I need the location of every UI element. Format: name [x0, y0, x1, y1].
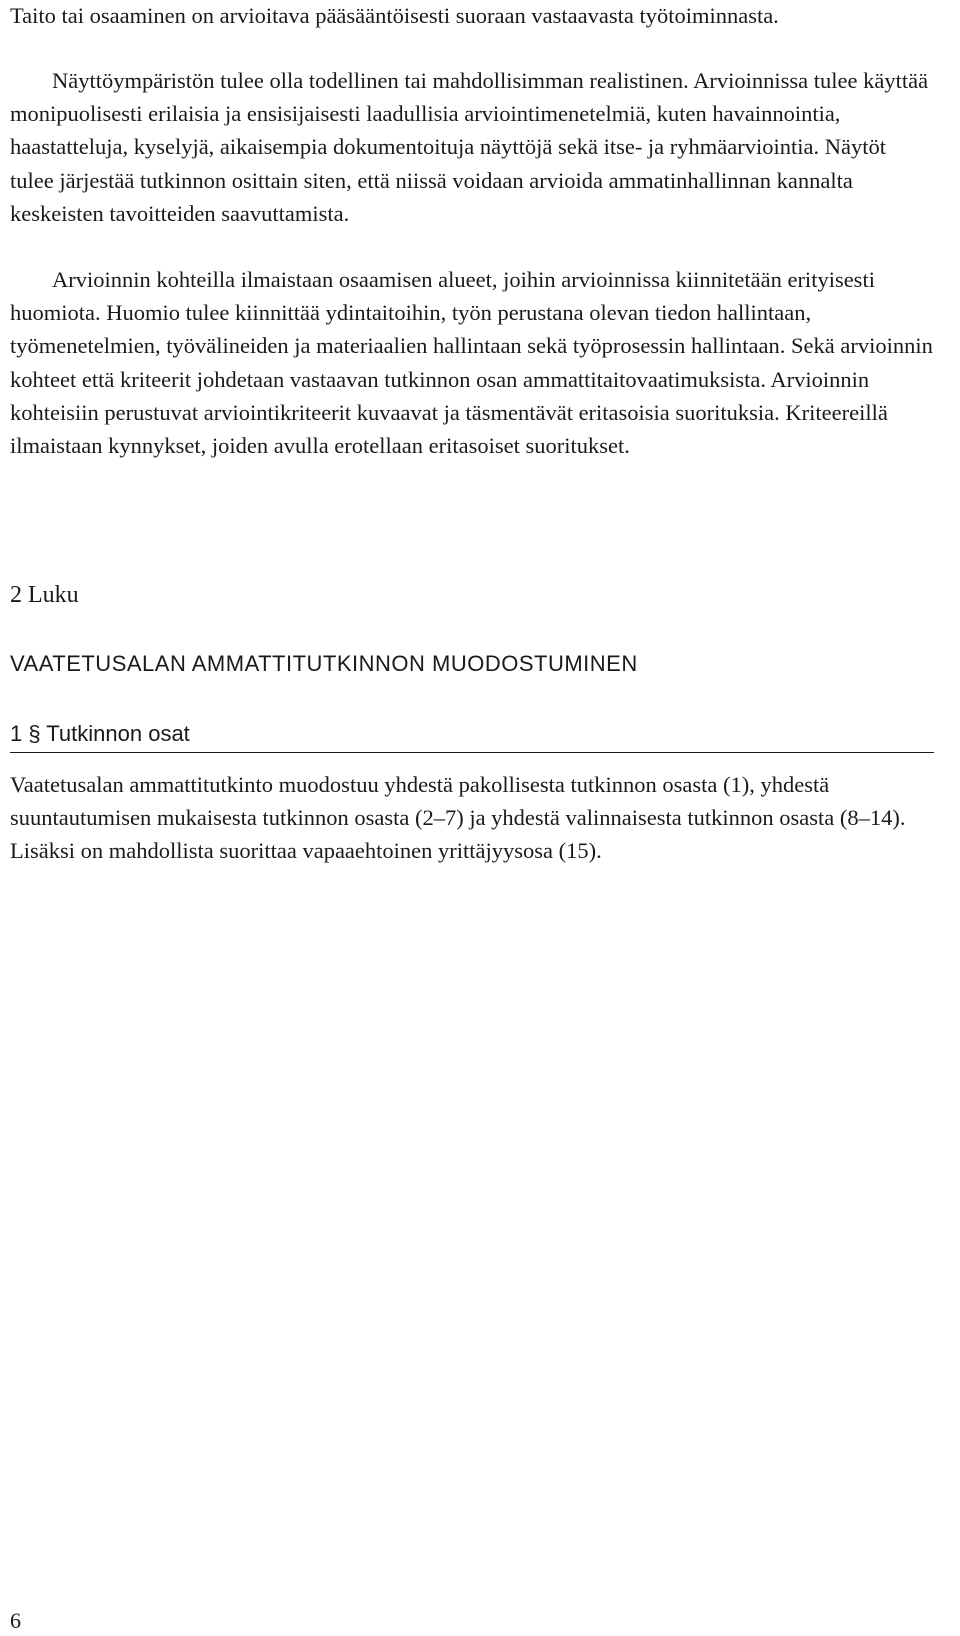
paragraph-assessment-basis: Taito tai osaaminen on arvioitava pääsääntöisesti suoraan vastaavasta työtoiminnasta. [10, 3, 779, 28]
chapter-title: 2 Luku [10, 582, 79, 608]
main-heading: VAATETUSALAN AMMATTITUTKINNON MUODOSTUMINEN [10, 651, 638, 676]
page-number: 6 [10, 1608, 21, 1633]
paragraph-demonstration-environment: Näyttöympäristön tulee olla todellinen tai mahdollisimman realistinen. Arvioinnissa tulee käyttää monipuolisesti erilaisia ja ensisijaisesti laadullisia arviointimenetelmiä, kuten havainnointia, haastatteluja, kyselyjä, aikaisempia dokumentoituja näyttöjä sekä itse- ja ryhmäarviointia. Näytöt tulee järjestää tutkinnon osittain siten, että niissä voidaan arvioida ammatinhallinnan kannalta keskeisten tavoitteiden saavuttamista. [10, 68, 929, 226]
section-heading: 1 § Tutkinnon osat [10, 720, 934, 753]
paragraph-qualification-structure: Vaatetusalan ammattitutkinto muodostuu yhdestä pakollisesta tutkinnon osasta (1), yhdestä suuntautumisen mukaisesta tutkinnon osasta (2–7) ja yhdestä valinnaisesta tutkinnon osasta (8–14). Lisäksi on mahdollista suorittaa vapaaehtoinen yrittäjyysosa (15). [10, 772, 906, 864]
paragraph-assessment-targets: Arvioinnin kohteilla ilmaistaan osaamisen alueet, joihin arvioinnissa kiinnitetään erityisesti huomiota. Huomio tulee kiinnittää ydintaitoihin, työn perustana olevan tiedon hallintaan, työmenetelmien, työvälineiden ja materiaalien hallintaan sekä työprosessin hallintaan. Sekä arvioinnin kohteet että kriteerit johdetaan vastaavan tutkinnon osan ammattitaitovaatimuksista. Arvioinnin kohteisiin perustuvat arviointikriteerit kuvaavat ja täsmentävät eritasoisia suorituksia. Kriteereillä ilmaistaan kynnykset, joiden avulla erotellaan eritasoiset suoritukset. [10, 267, 933, 459]
